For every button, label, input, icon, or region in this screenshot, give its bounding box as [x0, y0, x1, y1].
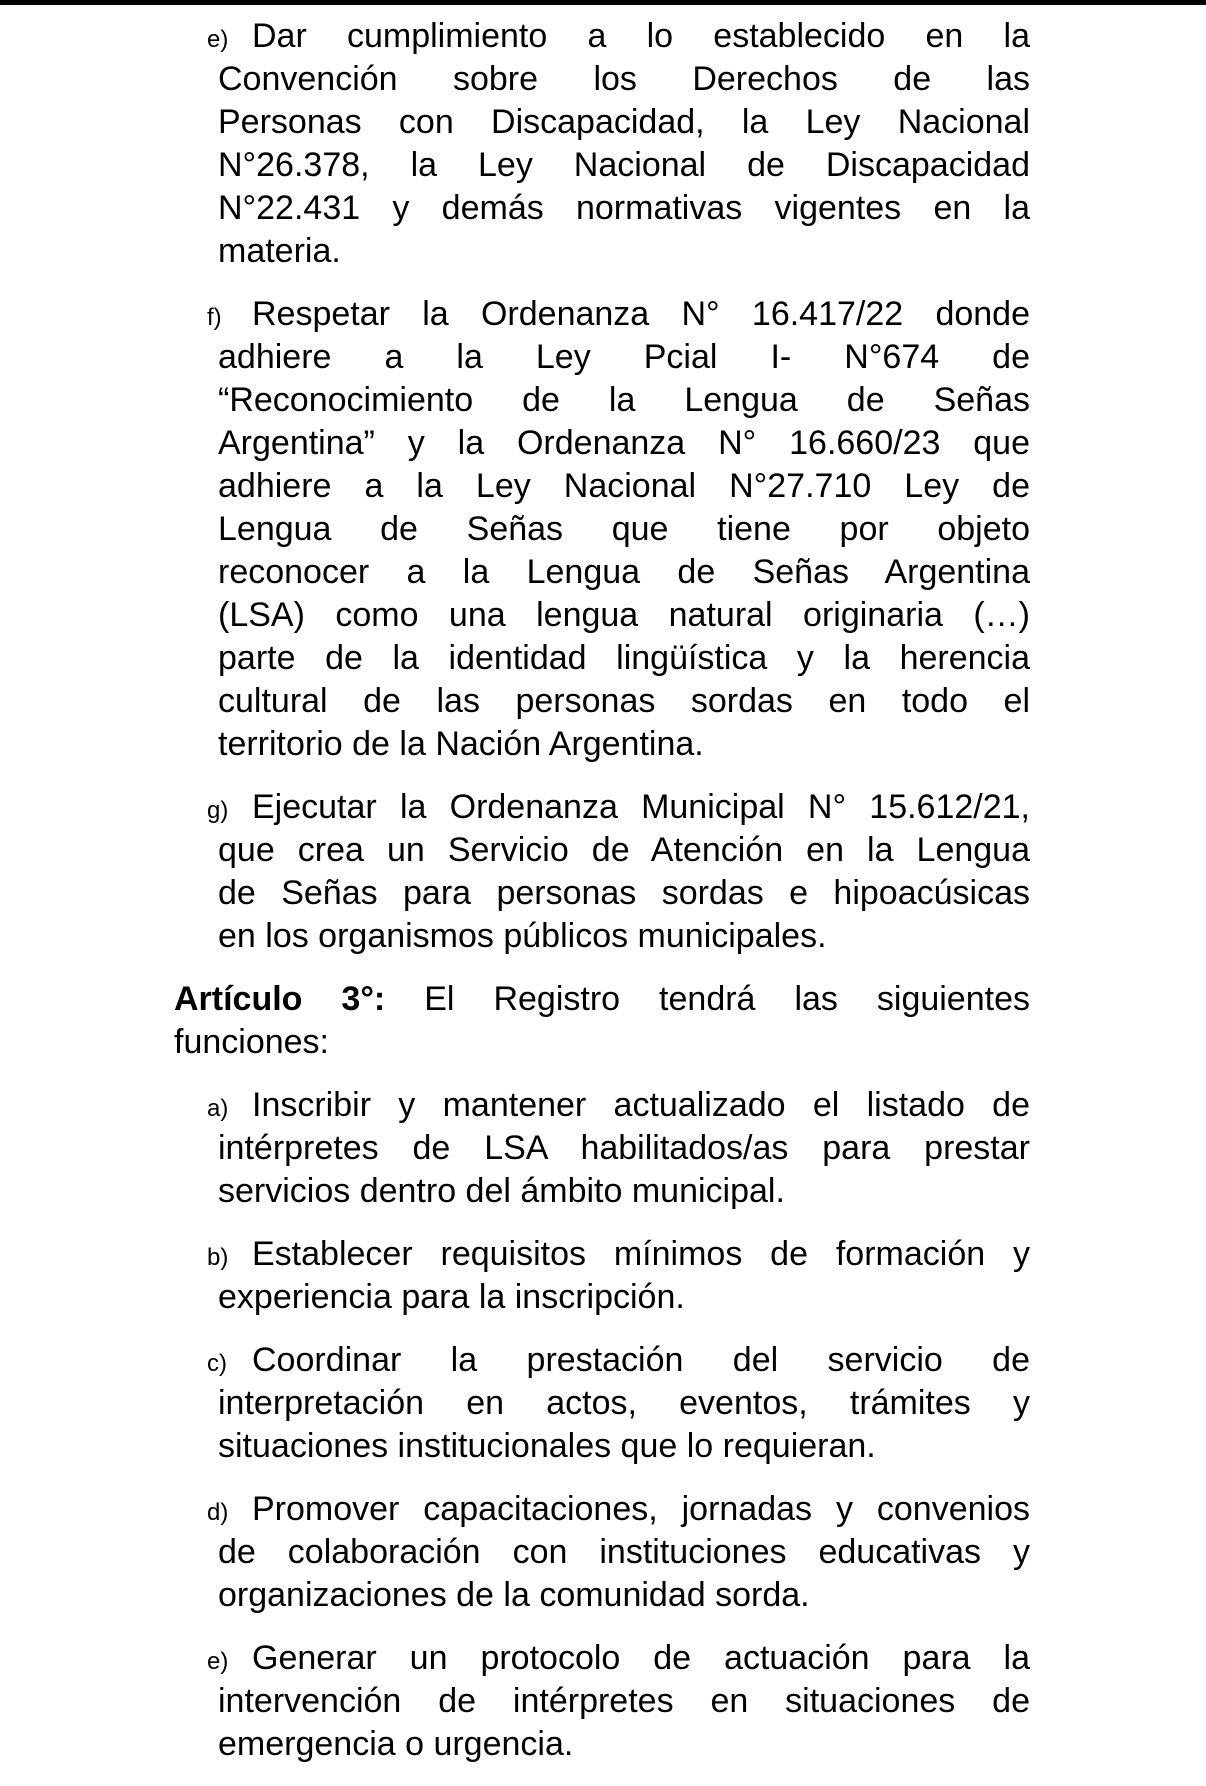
text-line: reconocer a la Lengua de Señas Argentina	[218, 553, 1030, 591]
text-line: de colaboración con instituciones educativas y	[218, 1533, 1030, 1571]
list-item-d	[207, 1488, 1030, 1617]
text-line: experiencia para la inscripción.	[218, 1278, 685, 1316]
list-item-g	[207, 786, 1030, 958]
text-line: emergencia o urgencia.	[218, 1725, 574, 1763]
text-line: N°26.378, la Ley Nacional de Discapacidad	[218, 146, 1030, 184]
text-line: parte de la identidad lingüística y la herencia	[218, 639, 1030, 677]
item-label-a: a)	[207, 1095, 229, 1122]
text-line: adhiere a la Ley Pcial I- N°674 de	[218, 338, 1030, 376]
item-label-d: d)	[207, 1499, 229, 1526]
article-3-heading: Artículo 3°:	[174, 980, 386, 1018]
text-line: de Señas para personas sordas e hipoacúsicas	[218, 874, 1030, 912]
list-item-c	[207, 1339, 1030, 1468]
text-line: organizaciones de la comunidad sorda.	[218, 1576, 810, 1614]
item-label-e: e)	[207, 26, 229, 53]
item-label-c: c)	[207, 1350, 227, 1377]
item-label-f: f)	[207, 304, 222, 331]
text-line: servicios dentro del ámbito municipal.	[218, 1172, 785, 1210]
text-line: Convención sobre los Derechos de las	[218, 60, 1030, 98]
list-item-b	[207, 1233, 1030, 1319]
text-line: Coordinar la prestación del servicio de	[252, 1341, 1030, 1379]
text-line: intervención de intérpretes en situaciones de	[218, 1682, 1030, 1720]
list-item-e2	[207, 1637, 1030, 1766]
item-text-e2	[218, 1637, 1030, 1766]
item-text-a	[218, 1084, 1030, 1213]
list-item-a	[207, 1084, 1030, 1213]
article-3-paragraph	[174, 978, 1030, 1064]
text-line: materia.	[218, 232, 341, 270]
text-line: Promover capacitaciones, jornadas y convenios	[252, 1490, 1030, 1528]
text-line: N°22.431 y demás normativas vigentes en la	[218, 189, 1030, 227]
text-line: (LSA) como una lengua natural originaria (…)	[218, 596, 1030, 634]
text-line: “Reconocimiento de la Lengua de Señas	[218, 381, 1030, 419]
list-item-e	[207, 15, 1030, 273]
text-line: Personas con Discapacidad, la Ley Nacional	[218, 103, 1030, 141]
item-label-g: g)	[207, 797, 229, 824]
text-line: Generar un protocolo de actuación para la	[252, 1639, 1030, 1677]
text-line: Dar cumplimiento a lo establecido en la	[252, 17, 1030, 55]
text-line: situaciones institucionales que lo requieran.	[218, 1427, 876, 1465]
item-text-f	[218, 293, 1030, 766]
article-3-heading-rest: El Registro tendrá las siguientes	[424, 980, 1030, 1018]
text-line: Establecer requisitos mínimos de formación y	[252, 1235, 1030, 1273]
text-line: Argentina” y la Ordenanza N° 16.660/23 que	[218, 424, 1030, 462]
text-line: cultural de las personas sordas en todo el	[218, 682, 1030, 720]
text-line: Ejecutar la Ordenanza Municipal N° 15.612/21,	[252, 788, 1030, 826]
text-line: intérpretes de LSA habilitados/as para prestar	[218, 1129, 1030, 1167]
text-line: Inscribir y mantener actualizado el listado de	[252, 1086, 1030, 1124]
item-text-g	[218, 786, 1030, 958]
item-text-b	[218, 1233, 1030, 1319]
text-line: Respetar la Ordenanza N° 16.417/22 donde	[252, 295, 1030, 333]
text-line: interpretación en actos, eventos, trámites y	[218, 1384, 1030, 1422]
text-line: Lengua de Señas que tiene por objeto	[218, 510, 1030, 548]
text-line: en los organismos públicos municipales.	[218, 917, 827, 955]
item-text-c	[218, 1339, 1030, 1468]
item-text-e	[218, 15, 1030, 273]
item-label-b: b)	[207, 1244, 229, 1271]
list-item-f	[207, 293, 1030, 766]
text-line: adhiere a la Ley Nacional N°27.710 Ley de	[218, 467, 1030, 505]
article-3-first-line	[174, 978, 1030, 1021]
text-line: que crea un Servicio de Atención en la Lengua	[218, 831, 1030, 869]
text-line: territorio de la Nación Argentina.	[218, 725, 704, 763]
article-3-last-line: funciones:	[174, 1023, 329, 1061]
item-label-e2: e)	[207, 1648, 229, 1675]
item-text-d	[218, 1488, 1030, 1617]
